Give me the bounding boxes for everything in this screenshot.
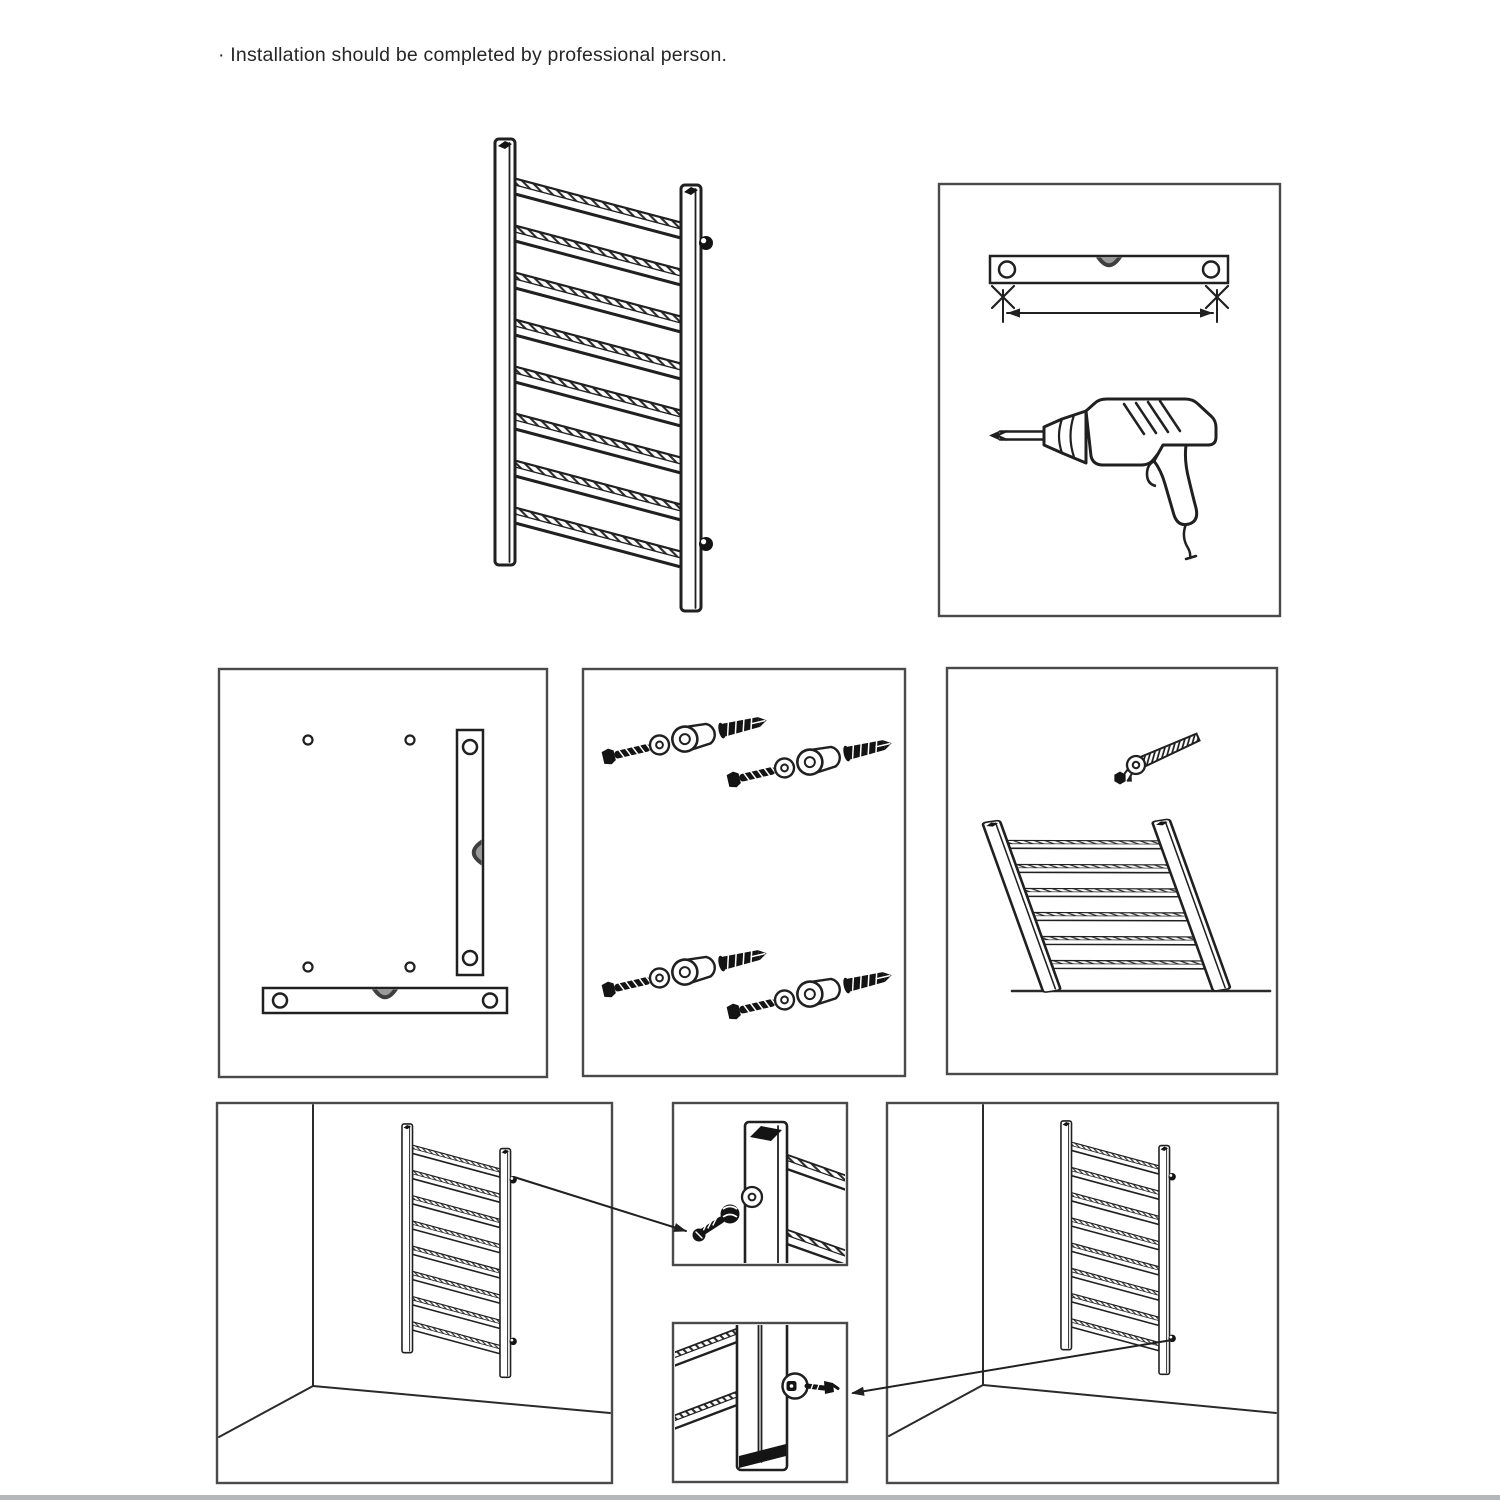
- fixing-detail-bottom-figure: [671, 1318, 838, 1470]
- panel-frame-wall-right: [887, 1103, 1278, 1483]
- installation-note: · Installation should be completed by professional person.: [218, 44, 728, 66]
- panel-fixing-detail-top: [673, 1103, 852, 1268]
- anchor-kit: [725, 963, 894, 1025]
- wall-template-figure: [263, 730, 507, 1013]
- drill-icon: [989, 399, 1216, 559]
- panel-fixing-detail-bottom: [671, 1318, 847, 1482]
- panel-mark-and-drill: [939, 184, 1280, 616]
- anchor-kit: [600, 708, 769, 770]
- mounted-rail-right-figure: [889, 1105, 1276, 1436]
- panel-wall-template: [219, 669, 547, 1077]
- page-edge-strip: [0, 1495, 1500, 1500]
- figure-towel-rail-overview: [495, 139, 713, 611]
- panel-mounted-rail-left: [217, 1103, 612, 1483]
- level-template-with-x-marks: [990, 256, 1228, 322]
- fixing-detail-top-figure: [693, 1122, 853, 1268]
- panel-attach-rail: [947, 668, 1277, 1074]
- anchor-kit: [725, 731, 894, 793]
- panel-anchor-kits: [583, 669, 905, 1076]
- wrench-icon: [1117, 729, 1204, 784]
- panel-frame-template: [219, 669, 547, 1077]
- tilted-rail-with-wrench: [982, 729, 1270, 1016]
- panel-frame-wall-left: [217, 1103, 612, 1483]
- mounted-rail-left-figure: [219, 1105, 610, 1437]
- anchor-kits-figure: [600, 708, 894, 1025]
- anchor-kit: [600, 941, 769, 1003]
- panel-mounted-rail-right: [887, 1103, 1278, 1483]
